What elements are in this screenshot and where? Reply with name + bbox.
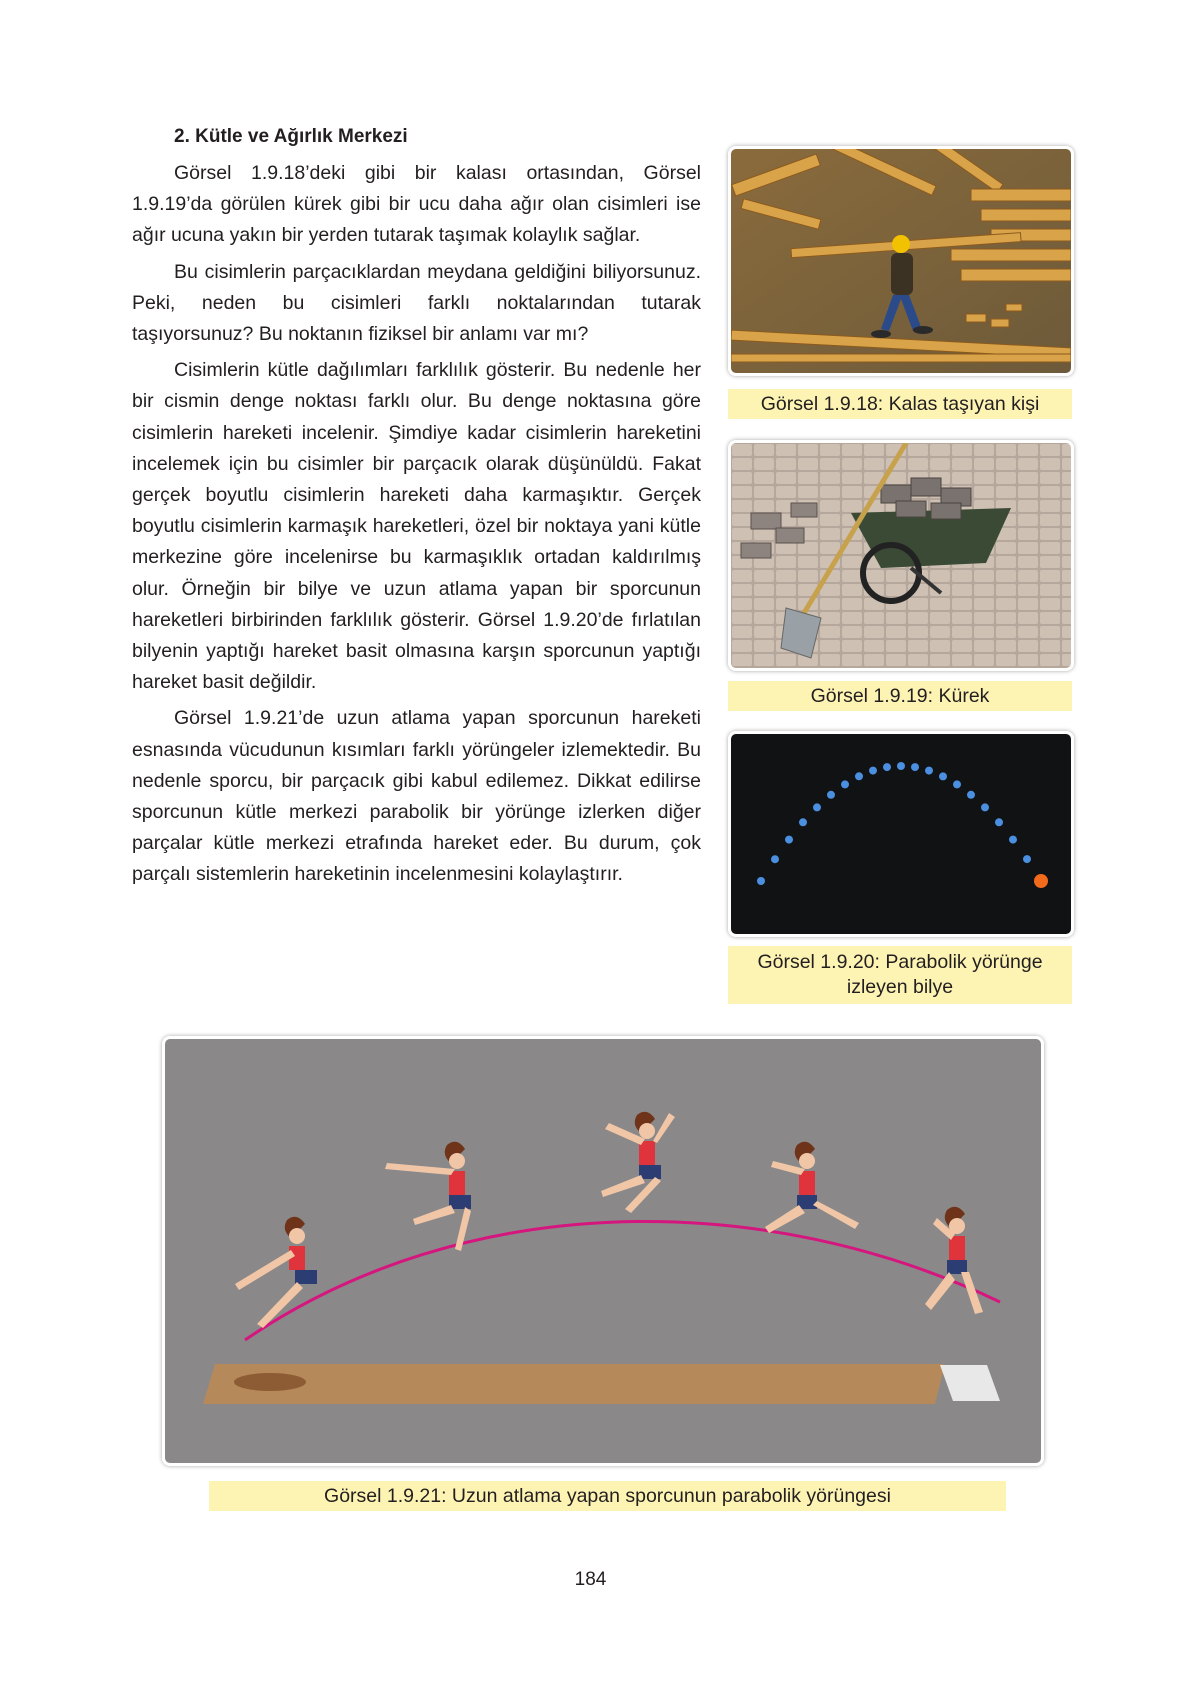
ball-trail-dot xyxy=(911,763,919,771)
ball-trail-dot xyxy=(981,803,989,811)
ball-trail-dot xyxy=(799,818,807,826)
paragraph: Cisimlerin kütle dağılımları farklılık gösterir. Bu nedenle her bir cismin denge noktası farklı olur. Bu denge noktasına göre cisimlerin hareketi incelenir. Şimdiye kadar cisimlerin hareketini incelemek için bu cisimler bir parçacık olarak düşünüldü. Fakat gerçek boyutlu cisimlerin hareketi daha karmaşıktır. Gerçek boyutlu cisimlerin karmaşık hareketleri, özel bir noktaya yani kütle merkezine göre incelenirse bu karmaşıklık ortadan kaldırılmış olur. Örneğin bir bilye ve uzun atlama yapan bir sporcunun hareketleri birbirinden farklılık gösterir. Görsel 1.9.20’de fırlatılan bilyenin yaptığı hareket basit olmasına karşın sporcunun yaptığı hareket basit değildir. xyxy=(132,359,701,694)
ball-trail-dot xyxy=(813,803,821,811)
photo-ball-trajectory xyxy=(728,731,1074,937)
paragraph: Görsel 1.9.18’deki gibi bir kalası ortasından, Görsel 1.9.19’da görülen kürek gibi bir ucu daha ağır olan cisimleri ise ağır ucuna yakın bir yerden tutarak taşımak kolaylık sağlar. xyxy=(132,162,701,247)
ball-trail-dot xyxy=(995,818,1003,826)
sand-pit xyxy=(203,1364,945,1404)
ball-trail-dot xyxy=(827,791,835,799)
ball-trail-dot xyxy=(757,877,765,885)
ball-trail-dot xyxy=(771,855,779,863)
ball-trail-dot xyxy=(785,836,793,844)
ball-trail-dot xyxy=(1023,855,1031,863)
ball-trail-dot xyxy=(925,767,933,775)
paragraph: Bu cisimlerin parçacıklardan meydana geldiğini biliyorsunuz. Peki, neden bu cisimleri farklı noktalarından tutarak taşıyorsunuz? Bu noktanın fiziksel bir anlamı var mı? xyxy=(132,260,701,346)
ball-trail-dot xyxy=(897,762,905,770)
ball-trail-dot xyxy=(1009,836,1017,844)
caption-fig21: Görsel 1.9.21: Uzun atlama yapan sporcunun parabolik yörüngesi xyxy=(209,1481,1006,1511)
ball-trail-dot xyxy=(953,780,961,788)
page-number: 184 xyxy=(574,1569,607,1590)
photo-worker-carrying-plank xyxy=(728,146,1074,376)
ball xyxy=(1034,874,1048,888)
caption-fig20: Görsel 1.9.20: Parabolik yörünge izleyen bilye xyxy=(728,946,1072,1004)
landing-mark xyxy=(234,1373,306,1391)
caption-fig19: Görsel 1.9.19: Kürek xyxy=(728,681,1072,711)
photo-long-jump-sequence xyxy=(162,1036,1044,1466)
ball-trail-dot xyxy=(841,780,849,788)
caption-fig18: Görsel 1.9.18: Kalas taşıyan kişi xyxy=(728,389,1072,419)
ball-trail-dot xyxy=(883,763,891,771)
ball-trail-dot xyxy=(939,772,947,780)
paragraph: Görsel 1.9.21’de uzun atlama yapan sporcunun hareketi esnasında vücudunun kısımları farklı yörüngeler izlemektedir. Bu nedenle sporcu, bir parçacık gibi kabul edilemez. Dikkat edilirse sporcunun kütle merkezi parabolik bir yörünge izlerken diğer parçalar kütle merkezi etrafında hareket eder. Bu durum, çok parçalı sistemlerin hareketinin incelenmesini kolaylaştırır. xyxy=(132,707,701,886)
ball-trail-dot xyxy=(855,772,863,780)
ball-trajectory-chart xyxy=(731,734,1071,934)
ball-trail-dot xyxy=(869,767,877,775)
photo-wheelbarrow-shovel xyxy=(728,440,1074,671)
section-heading: 2. Kütle ve Ağırlık Merkezi xyxy=(174,126,408,147)
body-text xyxy=(132,126,701,896)
ball-trail-dot xyxy=(967,791,975,799)
